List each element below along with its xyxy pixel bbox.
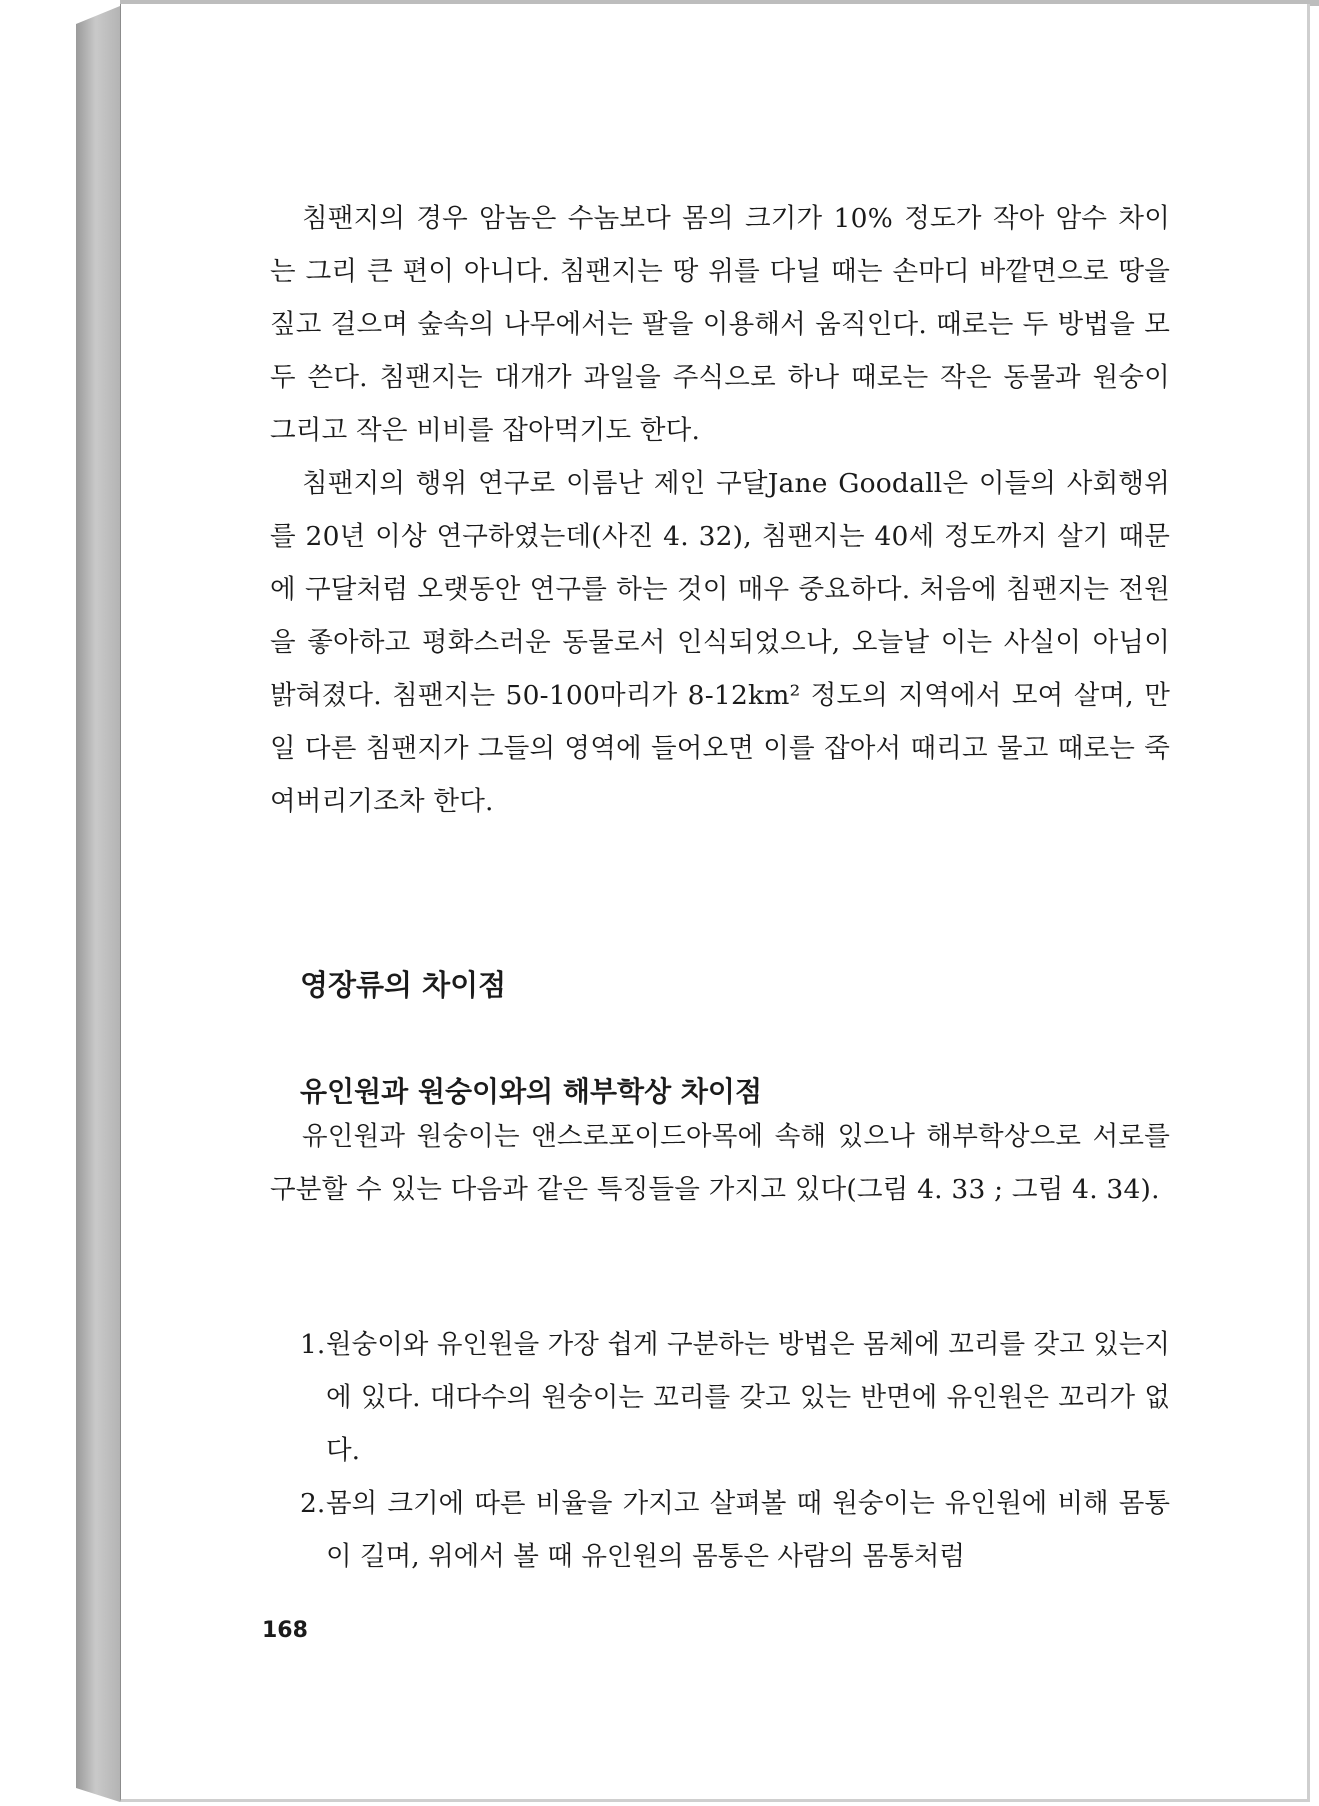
list-item-number: 1. xyxy=(300,1329,326,1360)
subsection-heading: 유인원과 원숭이와의 해부학상 차이점 xyxy=(300,1075,763,1108)
paragraph-goodall-research: 침팬지의 행위 연구로 이름난 제인 구달Jane Goodall은 이들의 사회행위를 20년 이상 연구하였는데(사진 4. 32), 침팬지는 40세 정도까지 살기 때문에 구달처럼 오랫동안 연구를 하는 것이 매우 중요하다. 처음에 침팬지는 전원을 좋아하고 평화스러운 동물로서 인식되었으나, 오늘날 이는 사실이 아님이 밝혀졌다. 침팬지는 50-100마리가 8-12km² 정도의 지역에서 모여 살며, 만일 다른 침팬지가 그들의 영역에 들어오면 이를 잡아서 때리고 물고 때로는 죽여버리기조차 한다. xyxy=(270,468,1170,817)
list-item xyxy=(270,1477,1170,1583)
page-number: 168 xyxy=(262,1618,308,1643)
list-item-text: 원숭이와 유인원을 가장 쉽게 구분하는 방법은 몸체에 꼬리를 갖고 있는지에 있다. 대다수의 원숭이는 꼬리를 갖고 있는 반면에 유인원은 꼬리가 없다. xyxy=(326,1329,1170,1466)
list-item-number: 2. xyxy=(300,1488,326,1519)
list-item xyxy=(270,1318,1170,1477)
list-item-text: 몸의 크기에 따른 비율을 가지고 살펴볼 때 원숭이는 유인원에 비해 몸통이 길며, 위에서 볼 때 유인원의 몸통은 사람의 몸통처럼 xyxy=(326,1488,1170,1572)
body-text-top xyxy=(270,192,1170,828)
section-heading: 영장류의 차이점 xyxy=(300,968,507,1002)
paragraph-anatomy-intro: 유인원과 원숭이는 앤스로포이드아목에 속해 있으나 해부학상으로 서로를 구분할 수 있는 다음과 같은 특징들을 가지고 있다(그림 4. 33 ; 그림 4. 34). xyxy=(270,1121,1170,1205)
numbered-list xyxy=(270,1318,1170,1583)
paragraph-chimpanzee-body: 침팬지의 경우 암놈은 수놈보다 몸의 크기가 10% 정도가 작아 암수 차이는 그리 큰 편이 아니다. 침팬지는 땅 위를 다닐 때는 손마디 바깥면으로 땅을 짚고 걸으며 숲속의 나무에서는 팔을 이용해서 움직인다. 때로는 두 방법을 모두 쓴다. 침팬지는 대개가 과일을 주식으로 하나 때로는 작은 동물과 원숭이 그리고 작은 비비를 잡아먹기도 한다. xyxy=(270,203,1170,446)
book-spine xyxy=(76,6,120,1802)
body-text-intro xyxy=(270,1110,1170,1216)
